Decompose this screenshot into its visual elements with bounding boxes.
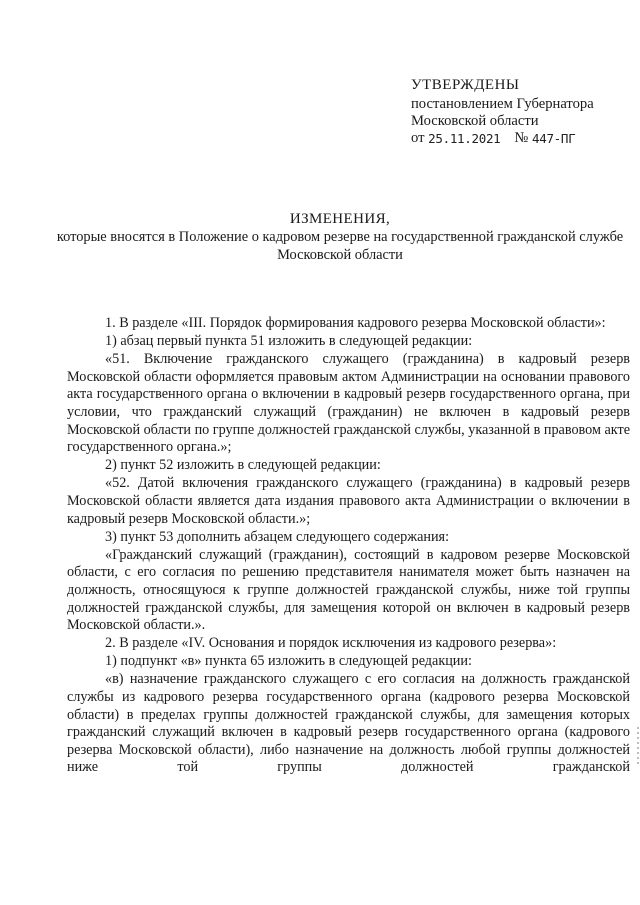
approval-date-line bbox=[411, 130, 631, 147]
document-body bbox=[67, 315, 630, 777]
approval-number: 447-ПГ bbox=[532, 131, 576, 146]
approval-stamp bbox=[411, 77, 631, 147]
approval-region: Московской области bbox=[411, 113, 539, 129]
number-prefix: № bbox=[514, 130, 529, 146]
date-prefix: от bbox=[411, 130, 425, 146]
subitem-v-text: «в) назначение гражданского служащего с его согласия на должность гражданской службы из кадрового резерва государственного органа (кадрового резерва Московской области) в пределах группы должностей гражданской службы, для замещения которых гражданский служащий включен в кадровый резерв государственного органа (кадрового резерва Московской области), либо назначение на должность любой группы должностей ниже той группы должностей гражданской bbox=[67, 671, 630, 776]
scan-edge-mark bbox=[637, 727, 639, 767]
document-title: ИЗМЕНЕНИЯ, bbox=[289, 211, 391, 227]
item-53-text: «Гражданский служащий (гражданин), состоящий в кадровом резерве Московской области, с его согласия по решению представителя нанимателя может быть назначен на должность, относящуюся к группе должностей гражданской службы, ниже той группы должностей гражданской службы, для замещения которой он включен в кадровый резерв Московской области.». bbox=[67, 546, 630, 634]
item-2-heading: 2) пункт 52 изложить в следующей редакции: bbox=[105, 457, 381, 474]
document-heading bbox=[40, 210, 640, 264]
approval-authority: постановлением Губернатора bbox=[411, 96, 594, 112]
approval-word: УТВЕРЖДЕНЫ bbox=[411, 77, 520, 93]
item-52-text: «52. Датой включения гражданского служащего (гражданина) в кадровый резерв Московской области является дата издания правового акта Администрации о включении в кадровый резерв Московской области.»; bbox=[67, 475, 630, 527]
item-3-heading: 3) пункт 53 дополнить абзацем следующего содержания: bbox=[105, 528, 450, 545]
item-1-heading: 1) абзац первый пункта 51 изложить в следующей редакции: bbox=[105, 333, 473, 350]
subitem-v-heading: 1) подпункт «в» пункта 65 изложить в следующей редакции: bbox=[105, 653, 472, 670]
approval-date: 25.11.2021 bbox=[428, 131, 501, 146]
item-51-text: «51. Включение гражданского служащего (гражданина) в кадровый резерв Московской области оформляется правовым актом Администрации на основании правового акта государственного органа о включении в кадровый резерв государственного органа, при условии, что гражданский служащий (гражданин) не включен в кадровый резерв Московской области по группе должностей гражданской службы, указанной в правовом акте государственного органа.»; bbox=[67, 351, 630, 456]
document-subtitle: которые вносятся в Положение о кадровом резерве на государственной гражданской службе Московской области bbox=[56, 229, 624, 263]
section-1-heading: 1. В разделе «III. Порядок формирования кадрового резерва Московской области»: bbox=[105, 315, 606, 331]
section-2-heading: 2. В разделе «IV. Основания и порядок исключения из кадрового резерва»: bbox=[105, 635, 557, 652]
